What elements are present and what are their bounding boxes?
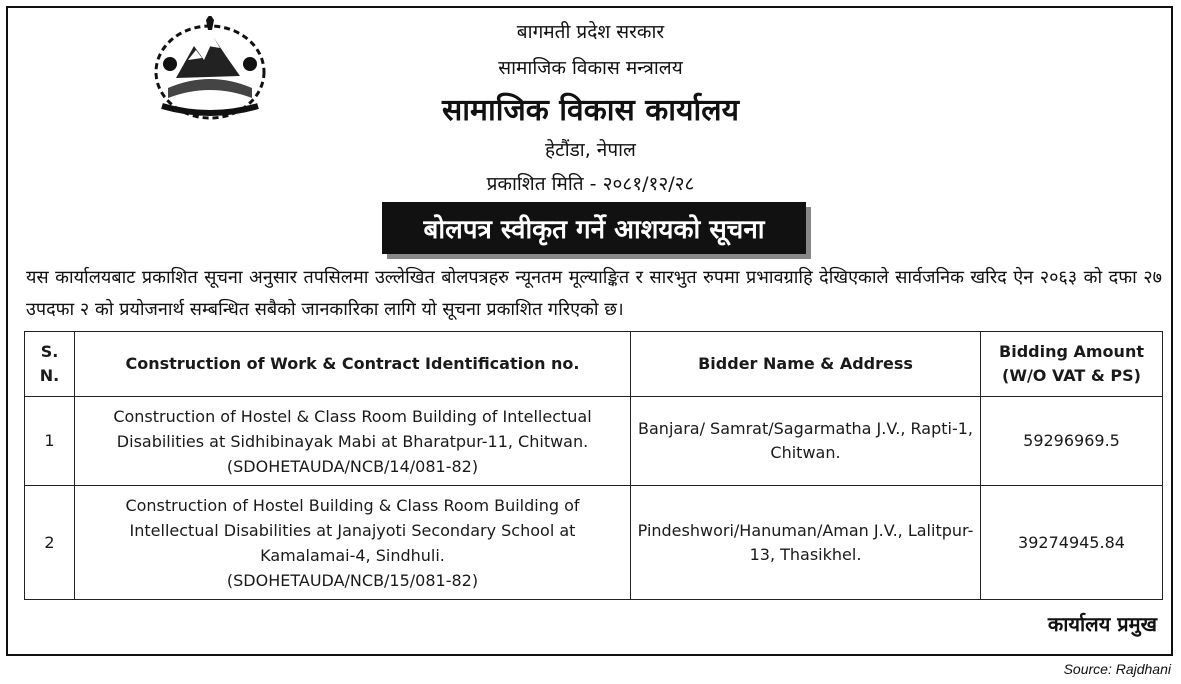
table-row [25, 397, 1163, 486]
published-date: प्रकाशित मिति - २०८१/१२/२८ [486, 173, 695, 195]
row-work [75, 486, 631, 600]
work-description: Construction of Hostel Building & Class Room Building of Intellectual Disabilities at Janajyoti Secondary School at Kamalamai-4, Sindhuli. [125, 495, 580, 565]
row-amount: 39274945.84 [981, 486, 1163, 600]
header-bidder: Bidder Name & Address [631, 332, 981, 397]
bid-table [24, 331, 1163, 600]
row-bidder: Banjara/ Samrat/Sagarmatha J.V., Rapti-1, Chitwan. [631, 397, 981, 486]
row-bidder: Pindeshwori/Hanuman/Aman J.V., Lalitpur-13, Thasikhel. [631, 486, 981, 600]
row-amount: 59296969.5 [981, 397, 1163, 486]
row-work [75, 397, 631, 486]
header-amount: Bidding Amount (W/O VAT & PS) [981, 332, 1163, 397]
header-sn: S. N. [25, 332, 75, 397]
office-name: सामाजिक विकास कार्यालय [442, 93, 739, 128]
row-sn: 1 [25, 397, 75, 486]
work-description: Construction of Hostel & Class Room Building of Intellectual Disabilities at Sidhibinayak Mabi at Bharatpur-11, Chitwan. [113, 406, 592, 451]
notice-title: बोलपत्र स्वीकृत गर्ने आशयको सूचना [382, 202, 806, 254]
office-chief-signature: कार्यालय प्रमुख [1047, 612, 1157, 636]
source-credit: Source: Rajdhani [1063, 661, 1171, 677]
header-work: Construction of Work & Contract Identification no. [75, 332, 631, 397]
ministry-name: सामाजिक विकास मन्त्रालय [498, 57, 683, 79]
table-row [25, 486, 1163, 600]
contract-id: (SDOHETAUDA/NCB/15/081-82) [226, 570, 479, 590]
notice-intro-paragraph: यस कार्यालयबाट प्रकाशित सूचना अनुसार तपसिलमा उल्लेखित बोलपत्रहरु न्यूनतम मूल्याङ्कित र सारभुत रुपमा प्रभावग्राहि देखिएकाले सार्वजनिक खरिद ऐन २०६३ को दफा २७ उपदफा २ को प्रयोजनार्थ सम्बन्धित सबैको जानकारिका लागि यो सूचना प्रकाशित गरिएको छ। [26, 267, 1162, 320]
table-header-row [25, 332, 1163, 397]
contract-id: (SDOHETAUDA/NCB/14/081-82) [226, 456, 479, 476]
office-location: हेटौंडा, नेपाल [545, 139, 636, 161]
government-name: बागमती प्रदेश सरकार [516, 21, 665, 43]
row-sn: 2 [25, 486, 75, 600]
